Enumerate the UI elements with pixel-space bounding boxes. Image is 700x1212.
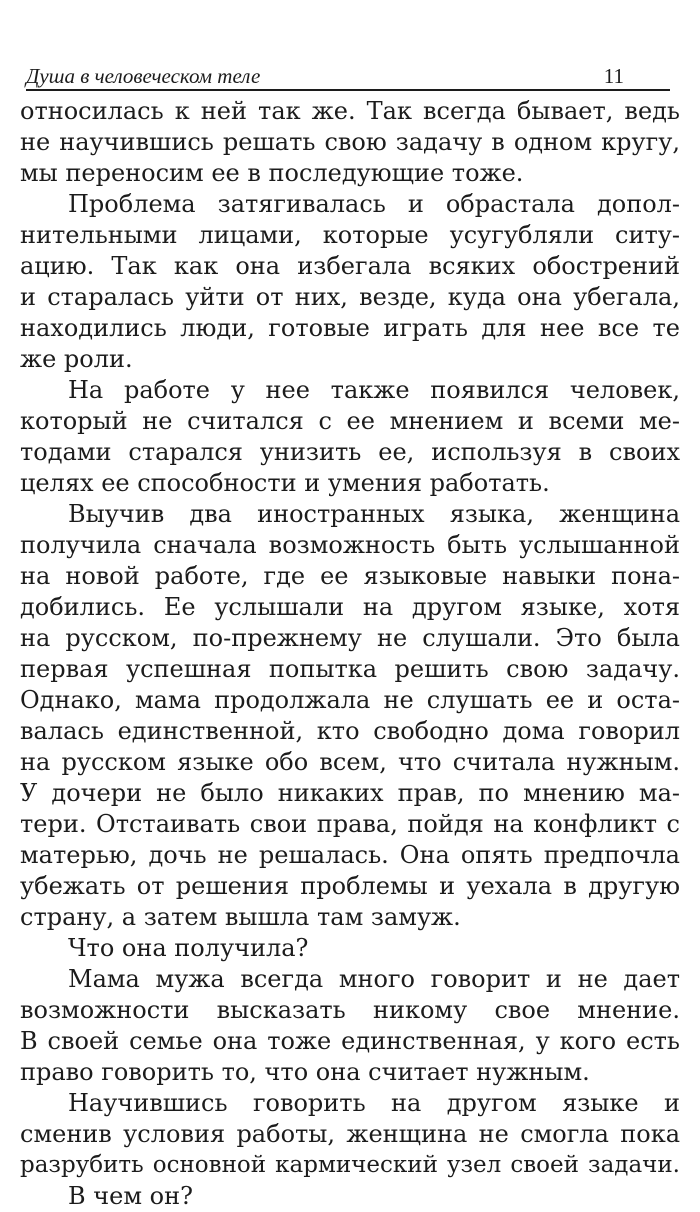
- text-line: тодами старался унизить ее, используя в своих: [20, 438, 680, 466]
- text-line: добились. Ее услышали на другом языке, хотя: [20, 593, 680, 621]
- text-line: убежать от решения проблемы и уехала в другую: [20, 872, 680, 900]
- text-line: целях ее способности и умения работать.: [20, 469, 550, 497]
- body-text: [20, 96, 680, 1212]
- text-line: не научившись решать свою задачу в одном кругу,: [20, 128, 680, 156]
- running-title: Душа в человеческом теле: [26, 64, 261, 88]
- text-line: Мама мужа всегда много говорит и не дает: [68, 965, 680, 993]
- text-line: и старалась уйти от них, везде, куда она убегала,: [20, 283, 680, 311]
- text-line: тери. Отстаивать свои права, пойдя на конфликт с: [20, 810, 680, 838]
- text-line: же роли.: [20, 345, 133, 373]
- text-line: В своей семье она тоже единственная, у кого есть: [20, 1027, 680, 1055]
- text-line: Выучив два иностранных языка, женщина: [68, 500, 680, 528]
- text-line: матерью, дочь не решалась. Она опять предпочла: [20, 841, 680, 869]
- text-line: валась единственной, кто свободно дома говорил: [20, 717, 680, 745]
- text-line: Проблема затягивалась и обрастала допол-: [68, 190, 680, 218]
- text-line: страну, а затем вышла там замуж.: [20, 903, 461, 931]
- text-line: который не считался с ее мнением и всеми ме-: [20, 407, 680, 435]
- text-line: Что она получила?: [68, 934, 309, 962]
- text-line: на новой работе, где ее языковые навыки пона-: [20, 562, 680, 590]
- text-line: на русском, по-прежнему не слушали. Это была: [20, 624, 680, 652]
- running-head: [26, 64, 670, 90]
- page-number: 11: [603, 64, 624, 88]
- text-line: Научившись говорить на другом языке и: [68, 1089, 680, 1117]
- text-line: право говорить то, что она считает нужным.: [20, 1058, 590, 1086]
- text-line: сменив условия работы, женщина не смогла пока: [20, 1120, 680, 1148]
- text-line: разрубить основной кармический узел своей задачи.: [20, 1152, 680, 1178]
- text-line: У дочери не было никаких прав, по мнению ма-: [20, 779, 680, 807]
- text-line: На работе у нее также появился человек,: [68, 376, 680, 404]
- text-line: В чем он?: [68, 1182, 193, 1210]
- text-line: возможности высказать никому свое мнение.: [20, 996, 680, 1024]
- header-rule: [26, 89, 670, 91]
- text-line: относилась к ней так же. Так всегда бывает, ведь: [20, 97, 680, 125]
- text-line: на русском языке обо всем, что считала нужным.: [20, 748, 680, 776]
- text-line: ацию. Так как она избегала всяких обострений: [20, 252, 680, 280]
- text-line: мы переносим ее в последующие тоже.: [20, 159, 524, 187]
- text-line: первая успешная попытка решить свою задачу.: [20, 655, 680, 683]
- text-line: нительными лицами, которые усугубляли ситу-: [20, 221, 680, 249]
- text-line: получила сначала возможность быть услышанной: [20, 531, 680, 559]
- text-line: находились люди, готовые играть для нее все те: [20, 314, 680, 342]
- text-line: Однако, мама продолжала не слушать ее и оста-: [20, 686, 680, 714]
